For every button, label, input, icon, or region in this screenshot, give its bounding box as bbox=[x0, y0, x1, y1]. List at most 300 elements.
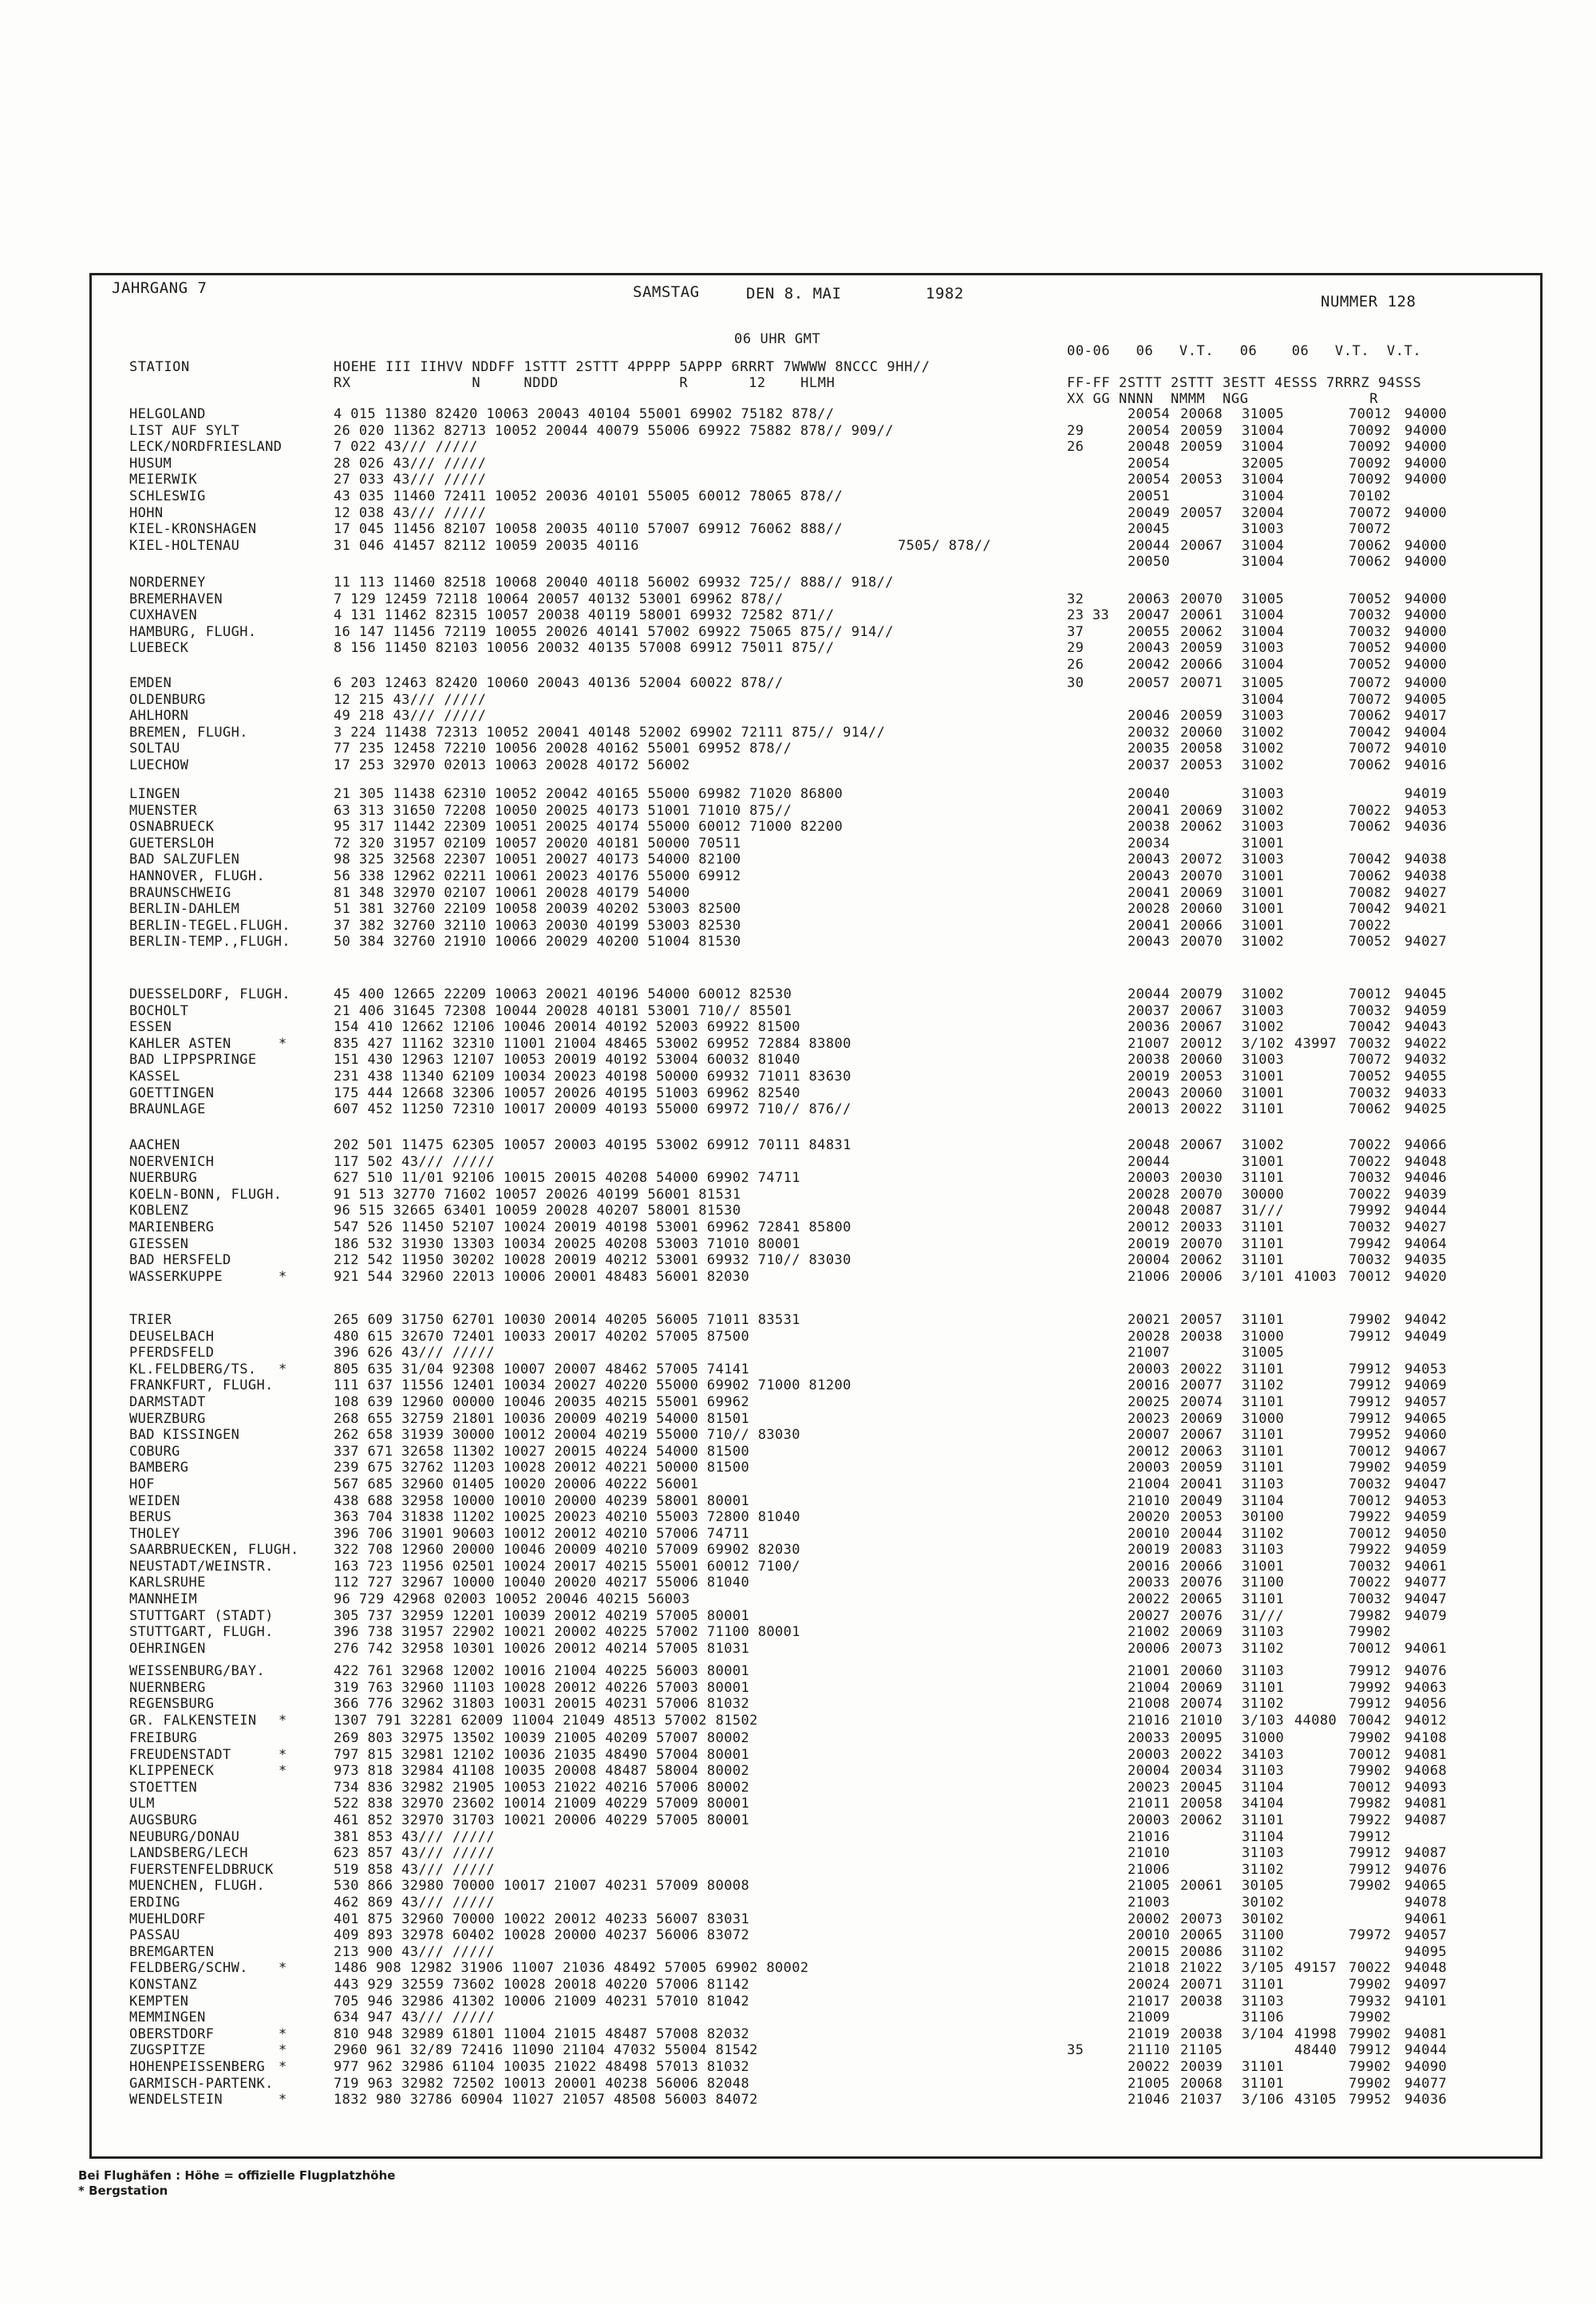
ground-temp: 31002 bbox=[1242, 802, 1285, 819]
temp-group-a: 21007 bbox=[1128, 1035, 1171, 1052]
temp-group-b: 21010 bbox=[1180, 1712, 1223, 1729]
temp-group-b: 20072 bbox=[1180, 852, 1223, 868]
station-name: WASSERKUPPE bbox=[129, 1268, 223, 1285]
station-name: KAHLER ASTEN bbox=[129, 1035, 231, 1052]
synop-groups: 112 727 32967 10000 10040 20020 40217 55006 81040 bbox=[334, 1575, 750, 1591]
temp-group-b: 20022 bbox=[1180, 1101, 1223, 1118]
station-name: KOELN-BONN, FLUGH. bbox=[129, 1186, 282, 1203]
precip-group: 79992 bbox=[1349, 1203, 1392, 1219]
precip-group: 79982 bbox=[1349, 1796, 1392, 1812]
temp-group-b: 20074 bbox=[1180, 1394, 1223, 1410]
temp-group-b: 20070 bbox=[1180, 1186, 1223, 1203]
ground-temp: 31102 bbox=[1242, 1525, 1285, 1542]
station-name: NEUSTADT/WEINSTR. bbox=[129, 1558, 274, 1575]
mountain-marker: * bbox=[279, 1763, 287, 1780]
mountain-marker: * bbox=[279, 1746, 287, 1763]
temp-group-b: 20070 bbox=[1180, 868, 1223, 884]
wind-gust: 26 bbox=[1067, 439, 1084, 456]
synop-groups: 117 502 43/// ///// bbox=[334, 1153, 496, 1170]
temp-group-a: 20054 bbox=[1128, 455, 1171, 472]
sunshine-group: 94036 bbox=[1404, 2092, 1448, 2108]
precip-group: 70052 bbox=[1349, 591, 1392, 607]
sunshine-group: 94045 bbox=[1404, 986, 1448, 1002]
temp-group-a: 20041 bbox=[1128, 802, 1171, 819]
precip-group: 70012 bbox=[1349, 1268, 1392, 1285]
ground-temp: 31/// bbox=[1242, 1607, 1285, 1624]
mountain-marker: * bbox=[279, 2092, 287, 2108]
station-name: ZUGSPITZE bbox=[129, 2042, 206, 2059]
temp-group-b: 20069 bbox=[1180, 802, 1223, 819]
temp-group-a: 20048 bbox=[1128, 1137, 1171, 1153]
sunshine-group: 94081 bbox=[1404, 2025, 1448, 2042]
station-name: AHLHORN bbox=[129, 708, 189, 725]
synop-groups: 17 045 11456 82107 10058 20035 40110 57007 69912 76062 888// bbox=[334, 521, 843, 538]
sunshine-group: 94000 bbox=[1404, 406, 1448, 422]
temp-group-b: 20070 bbox=[1180, 934, 1223, 950]
synop-groups: 530 866 32980 70000 10017 21007 40231 57009 80008 bbox=[334, 1878, 750, 1895]
ground-temp: 31001 bbox=[1242, 868, 1285, 884]
precip-group: 79912 bbox=[1349, 1696, 1392, 1713]
ground-temp: 31102 bbox=[1242, 1943, 1285, 1960]
footnote-mountain-station: * Bergstation bbox=[78, 2183, 168, 2198]
ground-temp: 31101 bbox=[1242, 1427, 1285, 1444]
snow-group: 44080 bbox=[1294, 1712, 1337, 1729]
station-name: MANNHEIM bbox=[129, 1591, 198, 1607]
station-name: KLIPPENECK bbox=[129, 1763, 215, 1780]
sunshine-group: 94000 bbox=[1404, 472, 1448, 488]
precip-group: 79912 bbox=[1349, 1410, 1392, 1427]
temp-group-b: 20069 bbox=[1180, 1410, 1223, 1427]
wind-gust: 35 bbox=[1067, 2042, 1084, 2059]
sunshine-group: 94087 bbox=[1404, 1812, 1448, 1828]
synop-groups: 797 815 32981 12102 10036 21035 48490 57004 80001 bbox=[334, 1746, 750, 1763]
temp-group-b: 20067 bbox=[1180, 1019, 1223, 1036]
sunshine-group: 94022 bbox=[1404, 1035, 1448, 1052]
synop-groups: 37 382 32760 32110 10063 20030 40199 53003 82530 bbox=[334, 917, 741, 934]
temp-group-a: 20043 bbox=[1128, 934, 1171, 950]
snow-group: 48440 bbox=[1294, 2042, 1337, 2059]
ground-temp: 31103 bbox=[1242, 1476, 1285, 1492]
temp-group-b: 20060 bbox=[1180, 901, 1223, 918]
synop-groups: 977 962 32986 61104 10035 21022 48498 57013 81032 bbox=[334, 2059, 750, 2075]
ground-temp: 31003 bbox=[1242, 1052, 1285, 1069]
temp-group-a: 20012 bbox=[1128, 1219, 1171, 1235]
snow-group: 43997 bbox=[1294, 1035, 1337, 1052]
sunshine-group: 94050 bbox=[1404, 1525, 1448, 1542]
temp-group-a: 20038 bbox=[1128, 1052, 1171, 1069]
station-name: MUENSTER bbox=[129, 802, 198, 819]
ground-temp: 31004 bbox=[1242, 488, 1285, 504]
station-name: ERDING bbox=[129, 1895, 180, 1911]
ground-temp: 34103 bbox=[1242, 1746, 1285, 1763]
precip-group: 79902 bbox=[1349, 1624, 1392, 1641]
station-name: STUTTGART (STADT) bbox=[129, 1607, 274, 1624]
station-name: BAD KISSINGEN bbox=[129, 1427, 240, 1444]
station-name: GIESSEN bbox=[129, 1235, 189, 1252]
temp-group-b: 20022 bbox=[1180, 1746, 1223, 1763]
temp-group-b: 21105 bbox=[1180, 2042, 1223, 2059]
temp-group-a: 20019 bbox=[1128, 1069, 1171, 1085]
snow-group: 43105 bbox=[1294, 2092, 1337, 2108]
temp-group-b: 20095 bbox=[1180, 1730, 1223, 1746]
sunshine-group: 94069 bbox=[1404, 1377, 1448, 1394]
ground-temp: 31004 bbox=[1242, 472, 1285, 488]
precip-group: 70062 bbox=[1349, 868, 1392, 884]
weekday: SAMSTAG bbox=[633, 283, 700, 301]
temp-group-a: 20041 bbox=[1128, 884, 1171, 901]
station-name: HOF bbox=[129, 1476, 155, 1492]
station-name: ULM bbox=[129, 1796, 155, 1812]
temp-group-b: 20069 bbox=[1180, 884, 1223, 901]
station-name: WEIDEN bbox=[129, 1492, 180, 1509]
synop-groups: 265 609 31750 62701 10030 20014 40205 56005 71011 83531 bbox=[334, 1312, 800, 1328]
precip-group: 70022 bbox=[1349, 802, 1392, 819]
station-name: WUERZBURG bbox=[129, 1410, 206, 1427]
station-name: KL.FELDBERG/TS. bbox=[129, 1361, 257, 1377]
temp-group-b: 20060 bbox=[1180, 1085, 1223, 1101]
ground-temp: 3/101 bbox=[1242, 1268, 1285, 1285]
temp-group-b: 20059 bbox=[1180, 439, 1223, 456]
sunshine-group: 94108 bbox=[1404, 1730, 1448, 1746]
synop-groups: 77 235 12458 72210 10056 20028 40162 55001 69952 878// bbox=[334, 741, 792, 757]
temp-group-b: 20059 bbox=[1180, 640, 1223, 657]
synop-groups: 268 655 32759 21801 10036 20009 40219 54000 81501 bbox=[334, 1410, 750, 1427]
temp-group-b: 20067 bbox=[1180, 1427, 1223, 1444]
temp-group-a: 20010 bbox=[1128, 1525, 1171, 1542]
station-name: STOETTEN bbox=[129, 1779, 198, 1796]
synop-groups: 96 729 42968 02003 10052 20046 40215 56003 bbox=[334, 1591, 690, 1607]
synop-groups: 16 147 11456 72119 10055 20026 40141 57002 69922 75065 875// 914// bbox=[334, 623, 894, 640]
temp-group-a: 20019 bbox=[1128, 1235, 1171, 1252]
temp-group-a: 20034 bbox=[1128, 835, 1171, 852]
ground-temp: 31001 bbox=[1242, 884, 1285, 901]
station-name: PASSAU bbox=[129, 1927, 180, 1944]
temp-group-a: 20044 bbox=[1128, 537, 1171, 554]
temp-group-b: 20033 bbox=[1180, 1219, 1223, 1235]
synop-groups: 462 869 43/// ///// bbox=[334, 1895, 496, 1911]
temp-group-b: 20045 bbox=[1180, 1779, 1223, 1796]
temp-group-a: 20041 bbox=[1128, 917, 1171, 934]
synop-groups: 396 706 31901 90603 10012 20012 40210 57006 74711 bbox=[334, 1525, 750, 1542]
temp-group-a: 21016 bbox=[1128, 1828, 1171, 1845]
precip-group: 70012 bbox=[1349, 1779, 1392, 1796]
sunshine-group: 94039 bbox=[1404, 1186, 1448, 1203]
precip-group: 70062 bbox=[1349, 554, 1392, 571]
sunshine-group: 94065 bbox=[1404, 1878, 1448, 1895]
station-name: BRAUNSCHWEIG bbox=[129, 884, 231, 901]
station-name: THOLEY bbox=[129, 1525, 180, 1542]
temp-group-b: 21022 bbox=[1180, 1960, 1223, 1977]
synop-groups: 12 215 43/// ///// bbox=[334, 691, 487, 708]
temp-group-a: 20037 bbox=[1128, 757, 1171, 773]
station-name: HUSUM bbox=[129, 455, 172, 472]
ground-temp: 31103 bbox=[1242, 1542, 1285, 1559]
synop-groups: 6 203 12463 82420 10060 20043 40136 52004 60022 878// bbox=[334, 675, 784, 691]
synop-groups: 734 836 32982 21905 10053 21022 40216 57006 80002 bbox=[334, 1779, 750, 1796]
synop-groups: 11 113 11460 82518 10068 20040 40118 56002 69932 725// 888// 918// bbox=[334, 575, 894, 591]
ground-temp: 3/103 bbox=[1242, 1712, 1285, 1729]
sunshine-group: 94053 bbox=[1404, 1361, 1448, 1377]
synop-extra: 7505/ 878// bbox=[898, 537, 991, 554]
sunshine-group: 94061 bbox=[1404, 1558, 1448, 1575]
temp-group-a: 20003 bbox=[1128, 1460, 1171, 1476]
precip-group: 70032 bbox=[1349, 1591, 1392, 1607]
station-name: NORDERNEY bbox=[129, 575, 206, 591]
sunshine-group: 94076 bbox=[1404, 1663, 1448, 1679]
station-name: OEHRINGEN bbox=[129, 1640, 206, 1657]
precip-group: 70062 bbox=[1349, 1101, 1392, 1118]
ground-temp: 31106 bbox=[1242, 2010, 1285, 2026]
temp-group-b: 20070 bbox=[1180, 1235, 1223, 1252]
synop-groups: 921 544 32960 22013 10006 20001 48483 56001 82030 bbox=[334, 1268, 750, 1285]
synop-groups: 202 501 11475 62305 10057 20003 40195 53002 69912 70111 84831 bbox=[334, 1137, 851, 1153]
temp-group-b: 20068 bbox=[1180, 406, 1223, 422]
synop-groups: 805 635 31/04 92308 10007 20007 48462 57005 74141 bbox=[334, 1361, 750, 1377]
precip-group: 79912 bbox=[1349, 1663, 1392, 1679]
temp-group-a: 20048 bbox=[1128, 1203, 1171, 1219]
synop-groups: 810 948 32989 61801 11004 21015 48487 57008 82032 bbox=[334, 2025, 750, 2042]
synop-groups: 634 947 43/// ///// bbox=[334, 2010, 496, 2026]
ground-temp: 31001 bbox=[1242, 917, 1285, 934]
temp-group-a: 20054 bbox=[1128, 472, 1171, 488]
precip-group: 79902 bbox=[1349, 1763, 1392, 1780]
synop-groups: 319 763 32960 11103 10028 20012 40226 57003 80001 bbox=[334, 1679, 750, 1696]
station-name: BAD LIPPSPRINGE bbox=[129, 1052, 257, 1069]
temp-group-a: 21019 bbox=[1128, 2025, 1171, 2042]
ground-temp: 31103 bbox=[1242, 1993, 1285, 2010]
temp-group-a: 20048 bbox=[1128, 439, 1171, 456]
temp-group-a: 21010 bbox=[1128, 1492, 1171, 1509]
precip-group: 70062 bbox=[1349, 537, 1392, 554]
temp-group-b: 20034 bbox=[1180, 1763, 1223, 1780]
temp-group-b: 20079 bbox=[1180, 986, 1223, 1002]
sunshine-group: 94081 bbox=[1404, 1796, 1448, 1812]
station-name: DEUSELBACH bbox=[129, 1328, 215, 1345]
synop-groups: 269 803 32975 13502 10039 21005 40209 57007 80002 bbox=[334, 1730, 750, 1746]
temp-group-a: 20022 bbox=[1128, 1591, 1171, 1607]
mountain-marker: * bbox=[279, 1035, 287, 1052]
sunshine-group: 94000 bbox=[1404, 591, 1448, 607]
sunshine-group: 94027 bbox=[1404, 884, 1448, 901]
ground-temp: 31104 bbox=[1242, 1492, 1285, 1509]
synop-groups: 519 858 43/// ///// bbox=[334, 1861, 496, 1878]
synop-groups: 322 708 12960 20000 10046 20009 40210 57009 69902 82030 bbox=[334, 1542, 800, 1559]
station-name: LIST AUF SYLT bbox=[129, 422, 240, 439]
ground-temp: 31004 bbox=[1242, 439, 1285, 456]
temp-group-b: 20049 bbox=[1180, 1492, 1223, 1509]
temp-group-a: 20025 bbox=[1128, 1394, 1171, 1410]
synop-groups: 396 738 31957 22902 10021 20002 40225 57002 71100 80001 bbox=[334, 1624, 800, 1641]
station-name: LINGEN bbox=[129, 786, 180, 802]
precip-group: 70052 bbox=[1349, 934, 1392, 950]
ground-temp: 31101 bbox=[1242, 1252, 1285, 1269]
precip-group: 70032 bbox=[1349, 1219, 1392, 1235]
temp-group-b: 20030 bbox=[1180, 1170, 1223, 1187]
precip-group: 70032 bbox=[1349, 1002, 1392, 1019]
station-name: NEUBURG/DONAU bbox=[129, 1828, 240, 1845]
precip-group: 79902 bbox=[1349, 1977, 1392, 1993]
sunshine-group: 94000 bbox=[1404, 455, 1448, 472]
synop-groups: 567 685 32960 01405 10020 20006 40222 56001 bbox=[334, 1476, 699, 1492]
sunshine-group: 94057 bbox=[1404, 1927, 1448, 1944]
wind-gust: 29 bbox=[1067, 640, 1084, 657]
station-name: SOLTAU bbox=[129, 741, 180, 757]
mountain-marker: * bbox=[279, 2025, 287, 2042]
temp-group-b: 21037 bbox=[1180, 2092, 1223, 2108]
synop-groups: 363 704 31838 11202 10025 20023 40210 55003 72800 81040 bbox=[334, 1509, 800, 1525]
temp-group-b: 20076 bbox=[1180, 1575, 1223, 1591]
precip-group: 79912 bbox=[1349, 1328, 1392, 1345]
temp-group-a: 20020 bbox=[1128, 1509, 1171, 1525]
ground-temp: 31004 bbox=[1242, 537, 1285, 554]
temp-group-b: 20070 bbox=[1180, 591, 1223, 607]
ground-temp: 34104 bbox=[1242, 1796, 1285, 1812]
ground-temp: 31002 bbox=[1242, 986, 1285, 1002]
wind-gust: 32 bbox=[1067, 591, 1084, 607]
precip-group: 79922 bbox=[1349, 1812, 1392, 1828]
temp-group-a: 21016 bbox=[1128, 1712, 1171, 1729]
precip-group: 70012 bbox=[1349, 986, 1392, 1002]
temp-group-b: 20065 bbox=[1180, 1591, 1223, 1607]
precip-group: 79902 bbox=[1349, 1730, 1392, 1746]
synop-groups: 213 900 43/// ///// bbox=[334, 1943, 496, 1960]
temp-group-b: 20066 bbox=[1180, 1558, 1223, 1575]
precip-group: 79912 bbox=[1349, 1377, 1392, 1394]
synop-groups: 1307 791 32281 62009 11004 21049 48513 57002 81502 bbox=[334, 1712, 758, 1729]
sunshine-group: 94027 bbox=[1404, 934, 1448, 950]
ground-temp: 31101 bbox=[1242, 1812, 1285, 1828]
synop-groups: 607 452 11250 72310 10017 20009 40193 55000 69972 710// 876// bbox=[334, 1101, 851, 1118]
temp-group-b: 20071 bbox=[1180, 1977, 1223, 1993]
ground-temp: 31005 bbox=[1242, 591, 1285, 607]
jahrgang: JAHRGANG 7 bbox=[112, 279, 207, 297]
ground-temp: 31/// bbox=[1242, 1203, 1285, 1219]
precip-group: 70042 bbox=[1349, 1712, 1392, 1729]
temp-group-b: 20062 bbox=[1180, 1812, 1223, 1828]
ground-temp: 31001 bbox=[1242, 1153, 1285, 1170]
ground-temp: 31003 bbox=[1242, 708, 1285, 725]
temp-group-a: 20028 bbox=[1128, 1328, 1171, 1345]
synop-groups: 7 022 43/// ///// bbox=[334, 439, 478, 456]
temp-group-a: 21005 bbox=[1128, 1878, 1171, 1895]
precip-group: 70012 bbox=[1349, 1443, 1392, 1460]
ground-temp: 31000 bbox=[1242, 1410, 1285, 1427]
temp-group-b: 20060 bbox=[1180, 1052, 1223, 1069]
ground-temp: 31101 bbox=[1242, 1361, 1285, 1377]
temp-group-b: 20065 bbox=[1180, 1927, 1223, 1944]
precip-group: 70012 bbox=[1349, 1525, 1392, 1542]
synop-groups: 111 637 11556 12401 10034 20027 40220 55000 69902 71000 81200 bbox=[334, 1377, 851, 1394]
ground-temp: 31101 bbox=[1242, 1460, 1285, 1476]
precip-group: 79902 bbox=[1349, 1460, 1392, 1476]
sunshine-group: 94000 bbox=[1404, 554, 1448, 571]
station-name: KONSTANZ bbox=[129, 1977, 198, 1993]
synop-groups: 705 946 32986 41302 10006 21009 40231 57010 81042 bbox=[334, 1993, 750, 2010]
precip-group: 70092 bbox=[1349, 455, 1392, 472]
station-name: BAMBERG bbox=[129, 1460, 189, 1476]
ground-temp: 30000 bbox=[1242, 1186, 1285, 1203]
ground-temp: 31100 bbox=[1242, 1575, 1285, 1591]
ground-temp: 31002 bbox=[1242, 724, 1285, 741]
station-name: LUECHOW bbox=[129, 757, 189, 773]
ground-temp: 31101 bbox=[1242, 1679, 1285, 1696]
ground-temp: 31101 bbox=[1242, 2075, 1285, 2092]
sunshine-group: 94000 bbox=[1404, 640, 1448, 657]
precip-group: 70022 bbox=[1349, 1137, 1392, 1153]
temp-group-a: 20003 bbox=[1128, 1170, 1171, 1187]
precip-group: 70072 bbox=[1349, 691, 1392, 708]
ground-temp: 31001 bbox=[1242, 1558, 1285, 1575]
ground-temp: 31002 bbox=[1242, 741, 1285, 757]
synop-groups: 1486 908 12982 31906 11007 21036 48492 57005 69902 80002 bbox=[334, 1960, 809, 1977]
sunshine-group: 94017 bbox=[1404, 708, 1448, 725]
temp-group-a: 20055 bbox=[1128, 623, 1171, 640]
supp-header-mid: FF-FF 2STTT 2STTT 3ESTT 4ESSS 7RRRZ 94SSS bbox=[1067, 375, 1422, 391]
precip-group: 79952 bbox=[1349, 2092, 1392, 2108]
station-name: BERLIN-TEMP.,FLUGH. bbox=[129, 934, 291, 950]
synop-groups: 262 658 31939 30000 10012 20004 40219 55000 710// 83030 bbox=[334, 1427, 800, 1444]
ground-temp: 31003 bbox=[1242, 819, 1285, 836]
station-name: BREMEN, FLUGH. bbox=[129, 724, 248, 741]
snow-group: 41003 bbox=[1294, 1268, 1337, 1285]
temp-group-a: 20016 bbox=[1128, 1558, 1171, 1575]
supp-header-bottom: XX GG NNNN NMMM NGG R bbox=[1067, 391, 1379, 407]
temp-group-a: 20023 bbox=[1128, 1410, 1171, 1427]
ground-temp: 31005 bbox=[1242, 675, 1285, 691]
precip-group: 79902 bbox=[1349, 1312, 1392, 1328]
synop-groups: 835 427 11162 32310 11001 21004 48465 53002 69952 72884 83800 bbox=[334, 1035, 851, 1052]
temp-group-a: 20010 bbox=[1128, 1927, 1171, 1944]
temp-group-a: 20063 bbox=[1128, 591, 1171, 607]
synop-groups: 337 671 32658 11302 10027 20015 40224 54000 81500 bbox=[334, 1443, 750, 1460]
precip-group: 79902 bbox=[1349, 2010, 1392, 2026]
ground-temp: 31005 bbox=[1242, 406, 1285, 422]
station-name: FUERSTENFELDBRUCK bbox=[129, 1861, 274, 1878]
synop-groups: 276 742 32958 10301 10026 20012 40214 57005 81031 bbox=[334, 1640, 750, 1657]
sunshine-group: 94055 bbox=[1404, 1069, 1448, 1085]
synop-groups: 7 129 12459 72118 10064 20057 40132 53001 69962 878// bbox=[334, 591, 784, 607]
station-name: REGENSBURG bbox=[129, 1696, 215, 1713]
station-name: FRANKFURT, FLUGH. bbox=[129, 1377, 274, 1394]
supp-header-top: 00-06 06 V.T. 06 06 V.T. V.T. bbox=[1067, 343, 1422, 359]
synop-groups: 461 852 32970 31703 10021 20006 40229 57005 80001 bbox=[334, 1812, 750, 1828]
temp-group-b: 20071 bbox=[1180, 675, 1223, 691]
temp-group-b: 20063 bbox=[1180, 1443, 1223, 1460]
temp-group-a: 21004 bbox=[1128, 1476, 1171, 1492]
sunshine-group: 94020 bbox=[1404, 1268, 1448, 1285]
precip-group: 70022 bbox=[1349, 917, 1392, 934]
synop-groups: 31 046 41457 82112 10059 20035 40116 bbox=[334, 537, 639, 554]
temp-group-b: 20060 bbox=[1180, 1663, 1223, 1679]
temp-group-b: 20061 bbox=[1180, 1878, 1223, 1895]
issue-number: NUMMER 128 bbox=[1321, 293, 1416, 310]
temp-group-a: 20036 bbox=[1128, 1019, 1171, 1036]
station-name: LECK/NORDFRIESLAND bbox=[129, 439, 282, 456]
ground-temp: 31004 bbox=[1242, 607, 1285, 624]
wind-gust: 37 bbox=[1067, 623, 1084, 640]
precip-group: 79902 bbox=[1349, 2075, 1392, 2092]
precip-group: 79992 bbox=[1349, 1679, 1392, 1696]
temp-group-b: 20069 bbox=[1180, 1624, 1223, 1641]
station-name: FREUDENSTADT bbox=[129, 1746, 231, 1763]
ground-temp: 31003 bbox=[1242, 1002, 1285, 1019]
sunshine-group: 94068 bbox=[1404, 1763, 1448, 1780]
station-name: AACHEN bbox=[129, 1137, 180, 1153]
station-name: MUENCHEN, FLUGH. bbox=[129, 1878, 266, 1895]
sunshine-group: 94010 bbox=[1404, 741, 1448, 757]
precip-group: 79902 bbox=[1349, 2059, 1392, 2075]
ground-temp: 31102 bbox=[1242, 1861, 1285, 1878]
